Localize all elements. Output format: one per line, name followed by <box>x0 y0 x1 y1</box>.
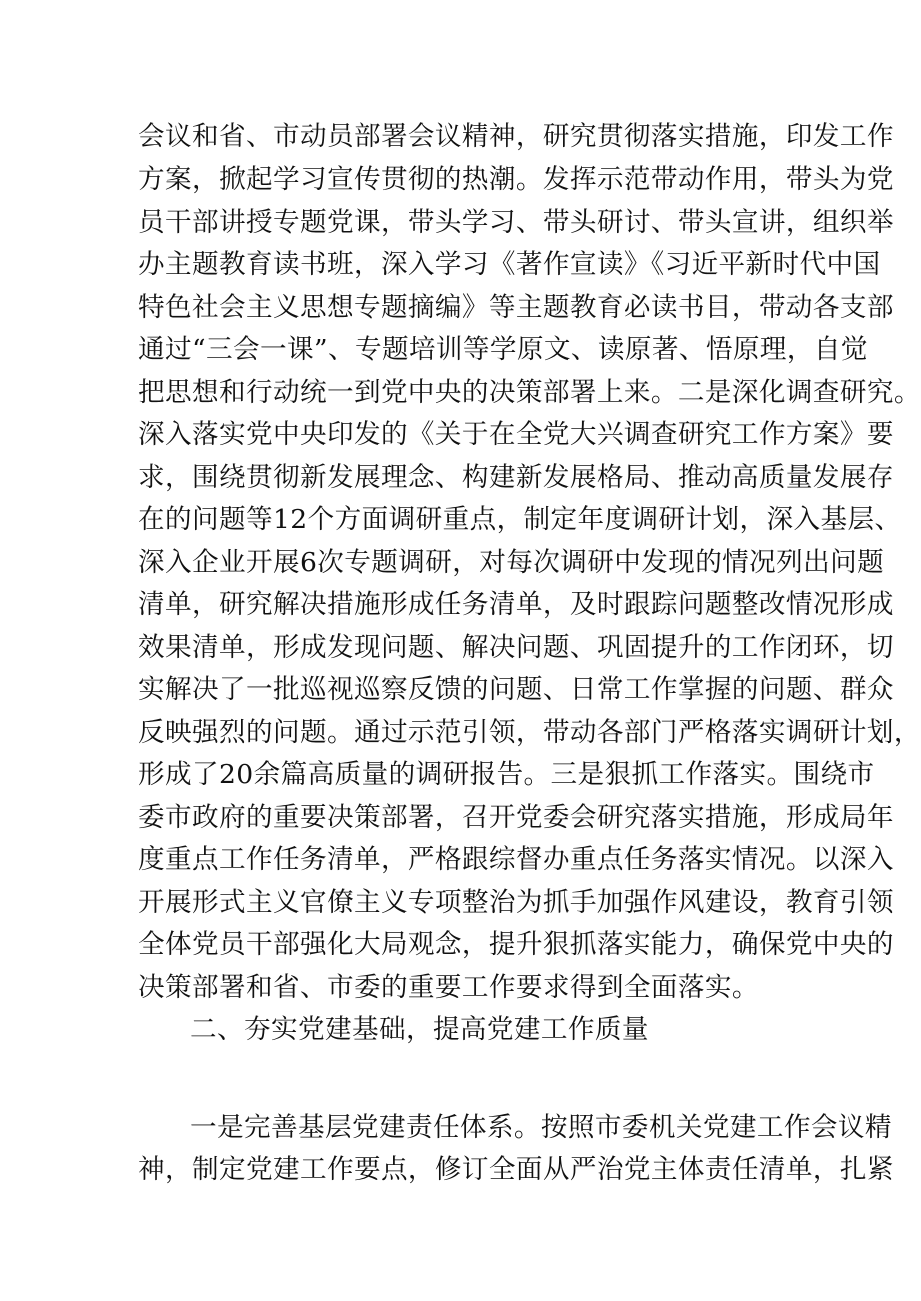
paragraph-line: 办主题教育读书班，深入学习《著作宣读》《习近平新时代中国 <box>138 249 881 280</box>
paragraph-line: 开展形式主义官僚主义专项整治为抓手加强作风建设，教育引领 <box>138 887 894 918</box>
paragraph-line: 把思想和行动统一到党中央的决策部署上来。二是深化调查研究。 <box>138 377 921 408</box>
paragraph-line: 效果清单，形成发现问题、解决问题、巩固提升的工作闭环，切 <box>138 632 894 663</box>
paragraph-line: 会议和省、市动员部署会议精神，研究贯彻落实措施，印发工作 <box>138 121 894 152</box>
paragraph-line: 全体党员干部强化大局观念，提升狠抓落实能力，确保党中央的 <box>138 929 894 960</box>
paragraph-line: 求，围绕贯彻新发展理念、构建新发展格局、推动高质量发展存 <box>138 462 894 493</box>
paragraph-line: 决策部署和省、市委的重要工作要求得到全面落实。 <box>138 972 759 1003</box>
paragraph-line: 深入企业开展6次专题调研，对每次调研中发现的情况列出问题 <box>138 547 885 578</box>
paragraph-line: 神，制定党建工作要点，修订全面从严治党主体责任清单，扎紧 <box>138 1154 894 1185</box>
paragraph-line: 在的问题等12个方面调研重点，制定年度调研计划，深入基层、 <box>138 504 902 535</box>
paragraph-line: 特色社会主义思想专题摘编》等主题教育必读书目，带动各支部 <box>138 292 894 323</box>
paragraph-line: 一是完善基层党建责任体系。按照市委机关党建工作会议精 <box>190 1112 892 1143</box>
paragraph-line: 员干部讲授专题党课，带头学习、带头研讨、带头宣讲，组织举 <box>138 207 894 238</box>
paragraph-line: 度重点工作任务清单，严格跟综督办重点任务落实情况。以深入 <box>138 844 894 875</box>
section-heading: 二、夯实党建基础，提高党建工作质量 <box>190 1014 649 1045</box>
paragraph-line: 反映强烈的问题。通过示范引领，带动各部门严格落实调研计划， <box>138 717 921 748</box>
paragraph-line: 深入落实党中央印发的《关于在全党大兴调查研究工作方案》要 <box>138 419 894 450</box>
paragraph-line: 清单，研究解决措施形成任务清单，及时跟踪问题整改情况形成 <box>138 589 894 620</box>
paragraph-line: 通过“三会一课”、专题培训等学原文、读原著、悟原理，自觉 <box>138 334 868 365</box>
paragraph-line: 方案，掀起学习宣传贯彻的热潮。发挥示范带动作用，带头为党 <box>138 164 894 195</box>
paragraph-line: 实解决了一批巡视巡察反馈的问题、日常工作掌握的问题、群众 <box>138 674 894 705</box>
paragraph-line: 委市政府的重要决策部署，召开党委会研究落实措施，形成局年 <box>138 802 894 833</box>
paragraph-line: 形成了20余篇高质量的调研报告。三是狠抓工作落实。围绕市 <box>138 759 875 790</box>
